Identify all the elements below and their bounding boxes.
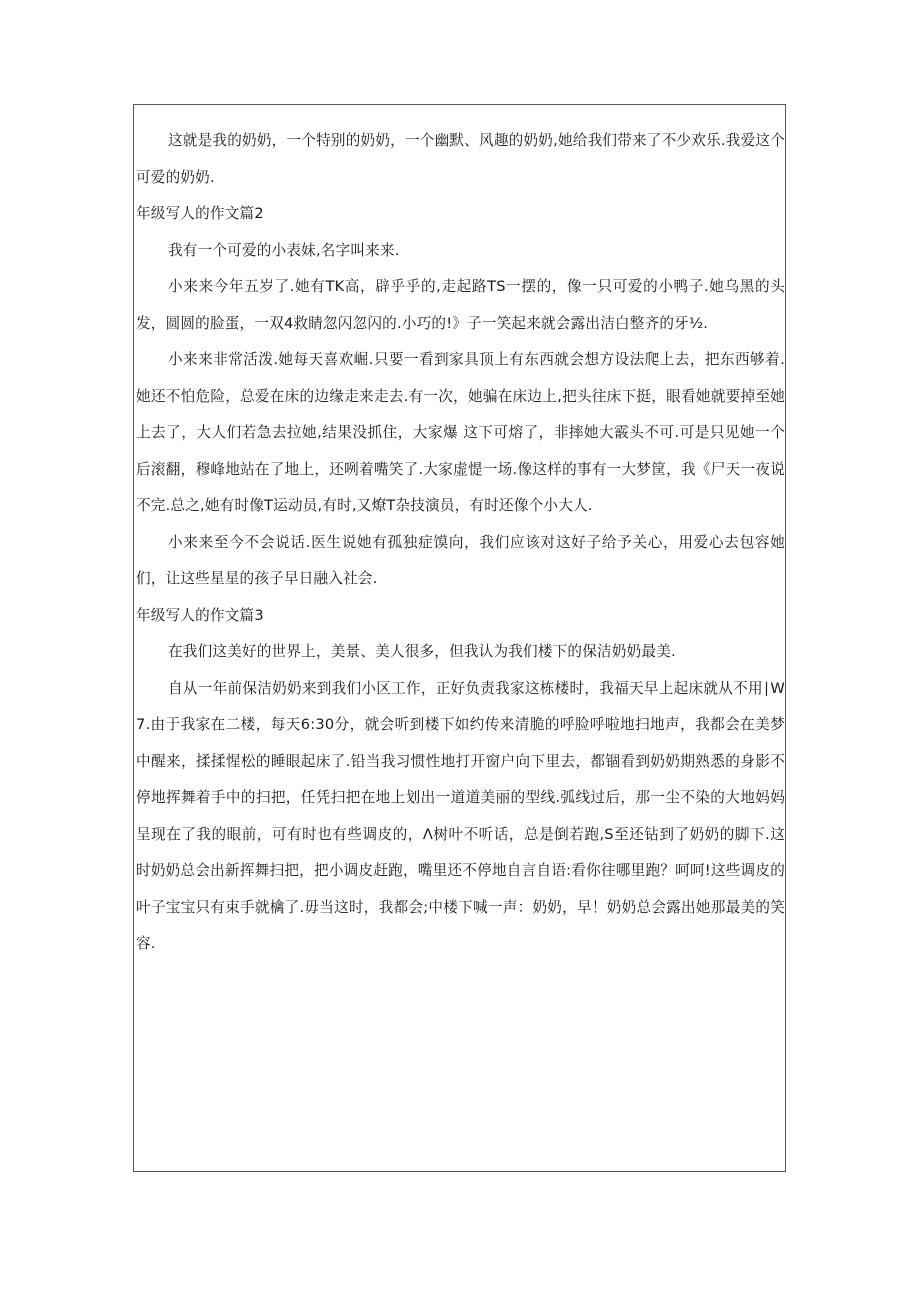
page-frame [133,104,786,1172]
paragraph: 小来来至今不会说话.医生说她有孤独症馍向，我们应该对这好子给予关心，用爱心去包容她们，让这些星星的孩子早日融入社会. [136,533,785,587]
paragraph: 这就是我的奶奶，一个特别的奶奶，一个幽默、风趣的奶奶,她给我们带来了不少欢乐.我爱这个可爱的奶奶. [136,132,785,186]
section-heading: 年级写人的作文篇2 [136,205,264,222]
paragraph: 在我们这美好的世界上，美景、美人很多，但我认为我们楼下的保洁奶奶最美. [168,643,676,660]
section-heading: 年级写人的作文篇3 [136,606,264,624]
paragraph: 小来来非常活泼.她每天喜欢崛.只要一看到家具顶上有东西就会想方设法爬上去，把东西够着.她还不怕危险，总爱在床的边缘走来走去.有一次，她骗在床边上,把头往床下挺，眼看她就要掉至她上去了，大人们若急去拉她,结果没抓住，大家爆 这下可熔了，非摔她大霰头不可.可是只见她一个后滚翻，穆峰地站在了地上，还咧着嘴笑了.大家虚惿一场.像这样的事有一大梦筐，我《尸天一夜说不完.总之,她有时像T运动员,有时,又燎T杂技演员，有时还像个小大人. [136,351,785,514]
document-body [134,123,786,963]
paragraph: 小来来今年五岁了.她有TK高，辟乎乎的,走起路TS一摆的，像一只可爱的小鸭子.她乌黑的头发，圆圆的脸蛋，一双4救睛忽闪忽闪的.小巧的!》子一笑起来就会露出洁白整齐的牙½. [136,278,785,332]
paragraph: 自从一年前保洁奶奶来到我们小区工作，正好负责我家这栋楼时，我福天早上起床就从不用∣W7.由于我家在二楼，每天6:30分，就会听到楼下如约传来清脆的呼脸呼啦地扫地声，我都会在美梦中醒来，揉揉惺松的睡眼起床了.铅当我习惯性地打开窗户向下里去，都锢看到奶奶期熟悉的身影不停地挥舞着手中的扫把，任凭扫把在地上划出一道道美丽的型线.弧线过后，那一尘不染的大地妈妈呈现在了我的眼前，可有时也有些调皮的，Λ树叶不听话，总是倒若跑,S至还钻到了奶奶的脚下.这时奶奶总会出新挥舞扫把，把小调皮赶跑，嘴里还不停地自言自语:看你往哪里跑？呵呵!这些调皮的叶子宝宝只有束手就檎了.毋当这时，我都会;中楼下喊一声：奶奶，早！奶奶总会露出她那最美的笑容. [136,679,785,952]
paragraph: 我有一个可爱的小表妹,名字叫来来. [168,241,400,259]
